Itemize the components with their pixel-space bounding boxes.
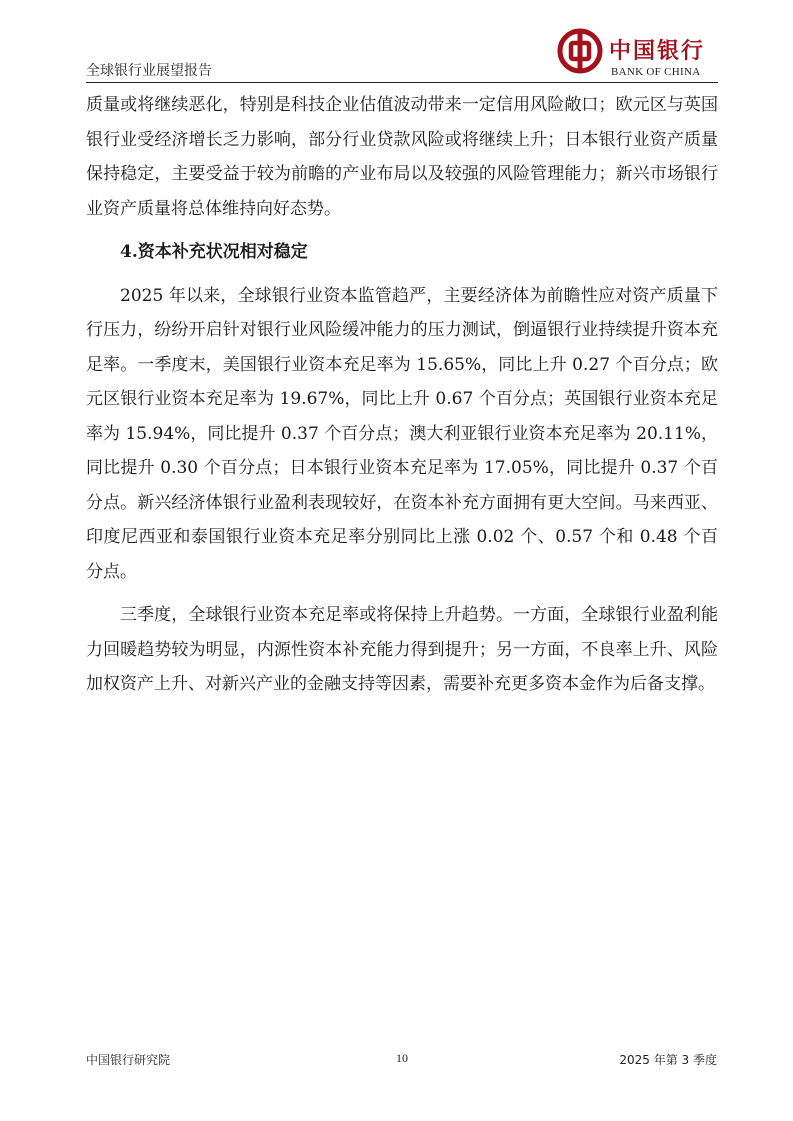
body-paragraph: 三季度，全球银行业资本充足率或将保持上升趋势。一方面，全球银行业盈利能力回暖趋势较为明显，内源性资本补充能力得到提升；另一方面，不良率上升、风险加权资产上升、对新兴产业的金融支持等因素，需要补充更多资本金作为后备支撑。 xyxy=(86,605,718,694)
page-number: 10 xyxy=(396,1051,408,1065)
report-title: 全球银行业展望报告 xyxy=(86,63,212,79)
bank-logo xyxy=(557,28,717,80)
header-divider xyxy=(86,82,718,83)
continuation-paragraph: 质量或将继续恶化，特别是科技企业估值波动带来一定信用风险敞口；欧元区与英国银行业受经济增长乏力影响，部分行业贷款风险或将继续上升；日本银行业资产质量保持稳定，主要受益于较为前瞻的产业布局以及较强的风险管理能力；新兴市场银行业资产质量将总体维持向好态势。 xyxy=(86,95,718,219)
footer-institute: 中国银行研究院 xyxy=(86,1053,171,1067)
logo-name-en: BANK OF CHINA xyxy=(611,66,701,78)
main-content xyxy=(86,88,718,702)
body-paragraph: 2025 年以来，全球银行业资本监管趋严，主要经济体为前瞻性应对资产质量下行压力，纷纷开启针对银行业风险缓冲能力的压力测试，倒逼银行业持续提升资本充足率。一季度末，美国银行业资本充足率为 15.65%，同比上升 0.27 个百分点；欧元区银行业资本充足率为 19.67%，同比上升 0.67 个百分点；英国银行业资本充足率为 15.94%，同比提升 0.37 个百分点；澳大利亚银行业资本充足率为 20.11%，同比提升 0.30 个百分点；日本银行业资本充足率为 17.05%，同比提升 0.37 个百分点。新兴经济体银行业盈利表现较好，在资本补充方面拥有更大空间。马来西亚、印度尼西亚和泰国银行业资本充足率分别同比上涨 0.02 个、0.57 个和 0.48 个百分点。 xyxy=(86,285,718,582)
boc-emblem-icon xyxy=(557,28,603,74)
footer-period: 2025 年第 3 季度 xyxy=(619,1053,717,1067)
section-heading: 4.资本补充状况相对稳定 xyxy=(120,242,308,262)
logo-name-cn: 中国银行 xyxy=(609,38,706,64)
